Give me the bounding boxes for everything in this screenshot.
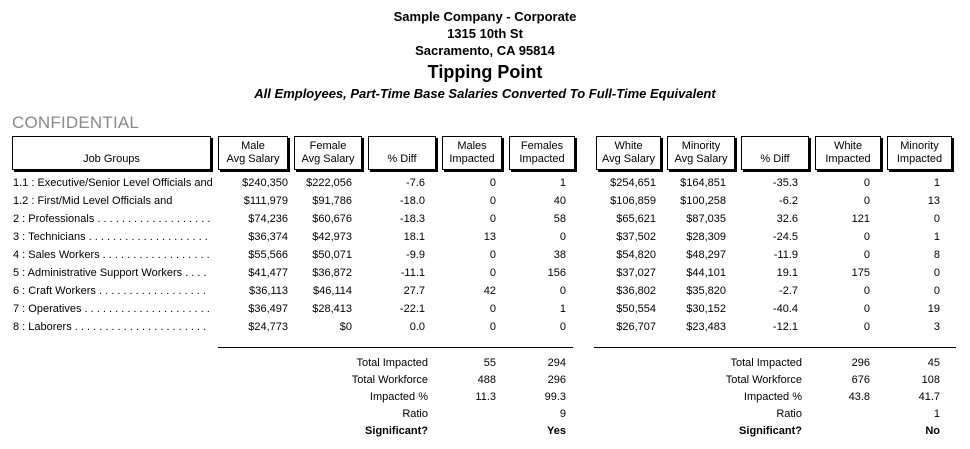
col-header-pct-diff-race: % Diff bbox=[741, 136, 809, 170]
company-address: 1315 10th St bbox=[447, 26, 523, 41]
table-row bbox=[0, 231, 970, 249]
minority-total-workforce: 108 bbox=[921, 374, 940, 386]
female-avg-salary: $60,676 bbox=[312, 213, 352, 225]
pct-diff-gender: -18.3 bbox=[399, 213, 425, 225]
females-total-workforce: 296 bbox=[547, 374, 566, 386]
minority-impacted: 0 bbox=[933, 285, 940, 297]
table-row bbox=[0, 267, 970, 285]
white-avg-salary: $36,802 bbox=[616, 285, 656, 297]
pct-diff-gender: -22.1 bbox=[399, 303, 425, 315]
male-avg-salary: $41,477 bbox=[248, 267, 288, 279]
male-avg-salary: $111,979 bbox=[243, 195, 288, 207]
males-impacted: 0 bbox=[489, 303, 496, 315]
males-impacted: 42 bbox=[483, 285, 496, 297]
pct-diff-gender: 27.7 bbox=[403, 285, 425, 297]
males-impacted: 0 bbox=[489, 321, 496, 333]
col-header-minority-impacted: Minority Impacted bbox=[887, 136, 952, 170]
white-avg-salary: $37,027 bbox=[616, 267, 656, 279]
race-summary-divider bbox=[594, 347, 956, 348]
male-avg-salary: $36,374 bbox=[248, 231, 288, 243]
pct-diff-gender: -9.9 bbox=[406, 249, 425, 261]
minority-avg-salary: $100,258 bbox=[680, 195, 726, 207]
job-group-label: 1.2 : First/Mid Level Officials and bbox=[13, 195, 173, 207]
white-avg-salary: $37,502 bbox=[616, 231, 656, 243]
females-impacted: 58 bbox=[553, 213, 566, 225]
white-avg-salary: $106,859 bbox=[610, 195, 656, 207]
table-row bbox=[0, 195, 970, 213]
female-avg-salary: $222,056 bbox=[306, 177, 352, 189]
table-row bbox=[0, 303, 970, 321]
pct-diff-race: -12.1 bbox=[772, 321, 798, 333]
summary-label-significant: Significant? bbox=[365, 425, 428, 437]
females-total-impacted: 294 bbox=[547, 357, 566, 369]
minority-impacted: 3 bbox=[933, 321, 940, 333]
white-impacted: 121 bbox=[851, 213, 870, 225]
males-impacted-pct: 11.3 bbox=[475, 391, 496, 403]
report-subtitle: All Employees, Part-Time Base Salaries Converted To Full-Time Equivalent bbox=[254, 86, 716, 101]
pct-diff-gender: -7.6 bbox=[406, 177, 425, 189]
males-impacted: 0 bbox=[489, 177, 496, 189]
pct-diff-race: -35.3 bbox=[772, 177, 798, 189]
white-impacted: 0 bbox=[863, 285, 870, 297]
pct-diff-gender: -18.0 bbox=[399, 195, 425, 207]
white-avg-salary: $50,554 bbox=[616, 303, 656, 315]
white-impacted: 0 bbox=[863, 195, 870, 207]
females-impacted: 0 bbox=[559, 285, 566, 297]
females-impacted: 1 bbox=[559, 177, 566, 189]
col-header-females-impacted: Females Impacted bbox=[509, 136, 575, 170]
minority-avg-salary: $44,101 bbox=[686, 267, 726, 279]
minority-avg-salary: $164,851 bbox=[680, 177, 726, 189]
males-impacted: 0 bbox=[489, 195, 496, 207]
table-row bbox=[0, 177, 970, 195]
pct-diff-race: -6.2 bbox=[779, 195, 798, 207]
gender-summary-divider bbox=[218, 347, 573, 348]
summary-label-impacted-pct: Impacted % bbox=[369, 391, 428, 403]
white-impacted: 0 bbox=[863, 249, 870, 261]
male-avg-salary: $24,773 bbox=[248, 321, 288, 333]
females-impacted: 38 bbox=[553, 249, 566, 261]
pct-diff-gender: -11.1 bbox=[400, 267, 425, 279]
summary-label-significant: Significant? bbox=[739, 425, 802, 437]
minority-total-impacted: 45 bbox=[927, 357, 940, 369]
female-avg-salary: $36,872 bbox=[312, 267, 352, 279]
female-avg-salary: $28,413 bbox=[312, 303, 352, 315]
company-name: Sample Company - Corporate bbox=[393, 9, 577, 24]
pct-diff-gender: 0.0 bbox=[409, 321, 425, 333]
females-impacted: 1 bbox=[559, 303, 566, 315]
summary-label-total-workforce: Total Workforce bbox=[351, 374, 428, 386]
col-header-minority-avg-salary: Minority Avg Salary bbox=[667, 136, 735, 170]
male-avg-salary: $74,236 bbox=[248, 213, 288, 225]
minority-avg-salary: $23,483 bbox=[686, 321, 726, 333]
summary-label-ratio: Ratio bbox=[402, 408, 428, 420]
gender-significant: Yes bbox=[547, 425, 566, 437]
summary-label-total-impacted: Total Impacted bbox=[356, 357, 428, 369]
col-header-white-avg-salary: White Avg Salary bbox=[596, 136, 661, 170]
white-impacted: 175 bbox=[851, 267, 870, 279]
col-header-job-groups: Job Groups bbox=[12, 136, 211, 170]
females-impacted: 156 bbox=[547, 267, 566, 279]
females-impacted: 0 bbox=[559, 231, 566, 243]
males-impacted: 0 bbox=[489, 249, 496, 261]
males-impacted: 13 bbox=[483, 231, 496, 243]
white-impacted: 0 bbox=[863, 303, 870, 315]
pct-diff-race: -24.5 bbox=[772, 231, 798, 243]
white-avg-salary: $254,651 bbox=[610, 177, 656, 189]
col-header-pct-diff-gender: % Diff bbox=[368, 136, 436, 170]
pct-diff-race: -2.7 bbox=[779, 285, 798, 297]
job-group-label: 1.1 : Executive/Senior Level Officials and bbox=[13, 177, 213, 189]
pct-diff-race: 32.6 bbox=[776, 213, 798, 225]
table-row bbox=[0, 249, 970, 267]
table-row bbox=[0, 285, 970, 303]
males-total-workforce: 488 bbox=[477, 374, 496, 386]
male-avg-salary: $36,113 bbox=[249, 285, 288, 297]
confidential-label: CONFIDENTIAL bbox=[12, 113, 140, 132]
minority-avg-salary: $35,820 bbox=[686, 285, 726, 297]
females-impacted: 40 bbox=[553, 195, 566, 207]
summary-label-impacted-pct: Impacted % bbox=[743, 391, 802, 403]
white-impacted-pct: 43.8 bbox=[848, 391, 870, 403]
males-total-impacted: 55 bbox=[483, 357, 496, 369]
pct-diff-gender: 18.1 bbox=[403, 231, 425, 243]
white-avg-salary: $65,621 bbox=[616, 213, 656, 225]
female-avg-salary: $42,973 bbox=[312, 231, 352, 243]
table-row bbox=[0, 321, 970, 339]
females-impacted-pct: 99.3 bbox=[544, 391, 566, 403]
job-group-label: 4 : Sales Workers . . . . . . . . . . . . . . . . . . bbox=[13, 249, 210, 261]
job-group-label: 5 : Administrative Support Workers . . . . bbox=[13, 267, 207, 279]
female-avg-salary: $50,071 bbox=[312, 249, 352, 261]
male-avg-salary: $36,497 bbox=[248, 303, 288, 315]
white-avg-salary: $26,707 bbox=[616, 321, 656, 333]
table-row bbox=[0, 213, 970, 231]
female-avg-salary: $0 bbox=[339, 321, 352, 333]
col-header-female-avg-salary: Female Avg Salary bbox=[294, 136, 362, 170]
white-total-impacted: 296 bbox=[851, 357, 870, 369]
report-title: Tipping Point bbox=[427, 62, 543, 82]
minority-avg-salary: $87,035 bbox=[686, 213, 726, 225]
col-header-males-impacted: Males Impacted bbox=[442, 136, 502, 170]
col-header-male-avg-salary: Male Avg Salary bbox=[218, 136, 288, 170]
pct-diff-race: -40.4 bbox=[772, 303, 798, 315]
pct-diff-race: 19.1 bbox=[776, 267, 798, 279]
males-impacted: 0 bbox=[489, 213, 496, 225]
white-impacted: 0 bbox=[863, 231, 870, 243]
race-significant: No bbox=[925, 425, 940, 437]
company-city: Sacramento, CA 95814 bbox=[415, 43, 555, 58]
minority-impacted: 1 bbox=[933, 177, 940, 189]
white-avg-salary: $54,820 bbox=[616, 249, 656, 261]
pct-diff-race: -11.9 bbox=[773, 249, 798, 261]
job-group-label: 3 : Technicians . . . . . . . . . . . . . . . . . . . . bbox=[13, 231, 208, 243]
white-impacted: 0 bbox=[863, 177, 870, 189]
female-avg-salary: $91,786 bbox=[312, 195, 352, 207]
minority-avg-salary: $28,309 bbox=[686, 231, 726, 243]
job-group-label: 8 : Laborers . . . . . . . . . . . . . . . . . . . . . . bbox=[13, 321, 207, 333]
white-impacted: 0 bbox=[863, 321, 870, 333]
gender-ratio: 9 bbox=[559, 408, 566, 420]
minority-avg-salary: $48,297 bbox=[686, 249, 726, 261]
female-avg-salary: $46,114 bbox=[313, 285, 352, 297]
race-ratio: 1 bbox=[933, 408, 940, 420]
minority-impacted: 1 bbox=[933, 231, 940, 243]
male-avg-salary: $240,350 bbox=[242, 177, 288, 189]
minority-avg-salary: $30,152 bbox=[686, 303, 726, 315]
job-group-label: 7 : Operatives . . . . . . . . . . . . . . . . . . . . . bbox=[13, 303, 210, 315]
minority-impacted-pct: 41.7 bbox=[918, 391, 940, 403]
summary-label-total-impacted: Total Impacted bbox=[730, 357, 802, 369]
col-header-white-impacted: White Impacted bbox=[815, 136, 881, 170]
male-avg-salary: $55,566 bbox=[248, 249, 288, 261]
summary-label-ratio: Ratio bbox=[776, 408, 802, 420]
summary-label-total-workforce: Total Workforce bbox=[725, 374, 802, 386]
minority-impacted: 8 bbox=[933, 249, 940, 261]
minority-impacted: 19 bbox=[927, 303, 940, 315]
minority-impacted: 0 bbox=[933, 267, 940, 279]
white-total-workforce: 676 bbox=[851, 374, 870, 386]
males-impacted: 0 bbox=[489, 267, 496, 279]
job-group-label: 2 : Professionals . . . . . . . . . . . . . . . . . . . bbox=[13, 213, 211, 225]
females-impacted: 0 bbox=[559, 321, 566, 333]
minority-impacted: 0 bbox=[933, 213, 940, 225]
job-group-label: 6 : Craft Workers . . . . . . . . . . . . . . . . . . bbox=[13, 285, 206, 297]
minority-impacted: 13 bbox=[927, 195, 940, 207]
